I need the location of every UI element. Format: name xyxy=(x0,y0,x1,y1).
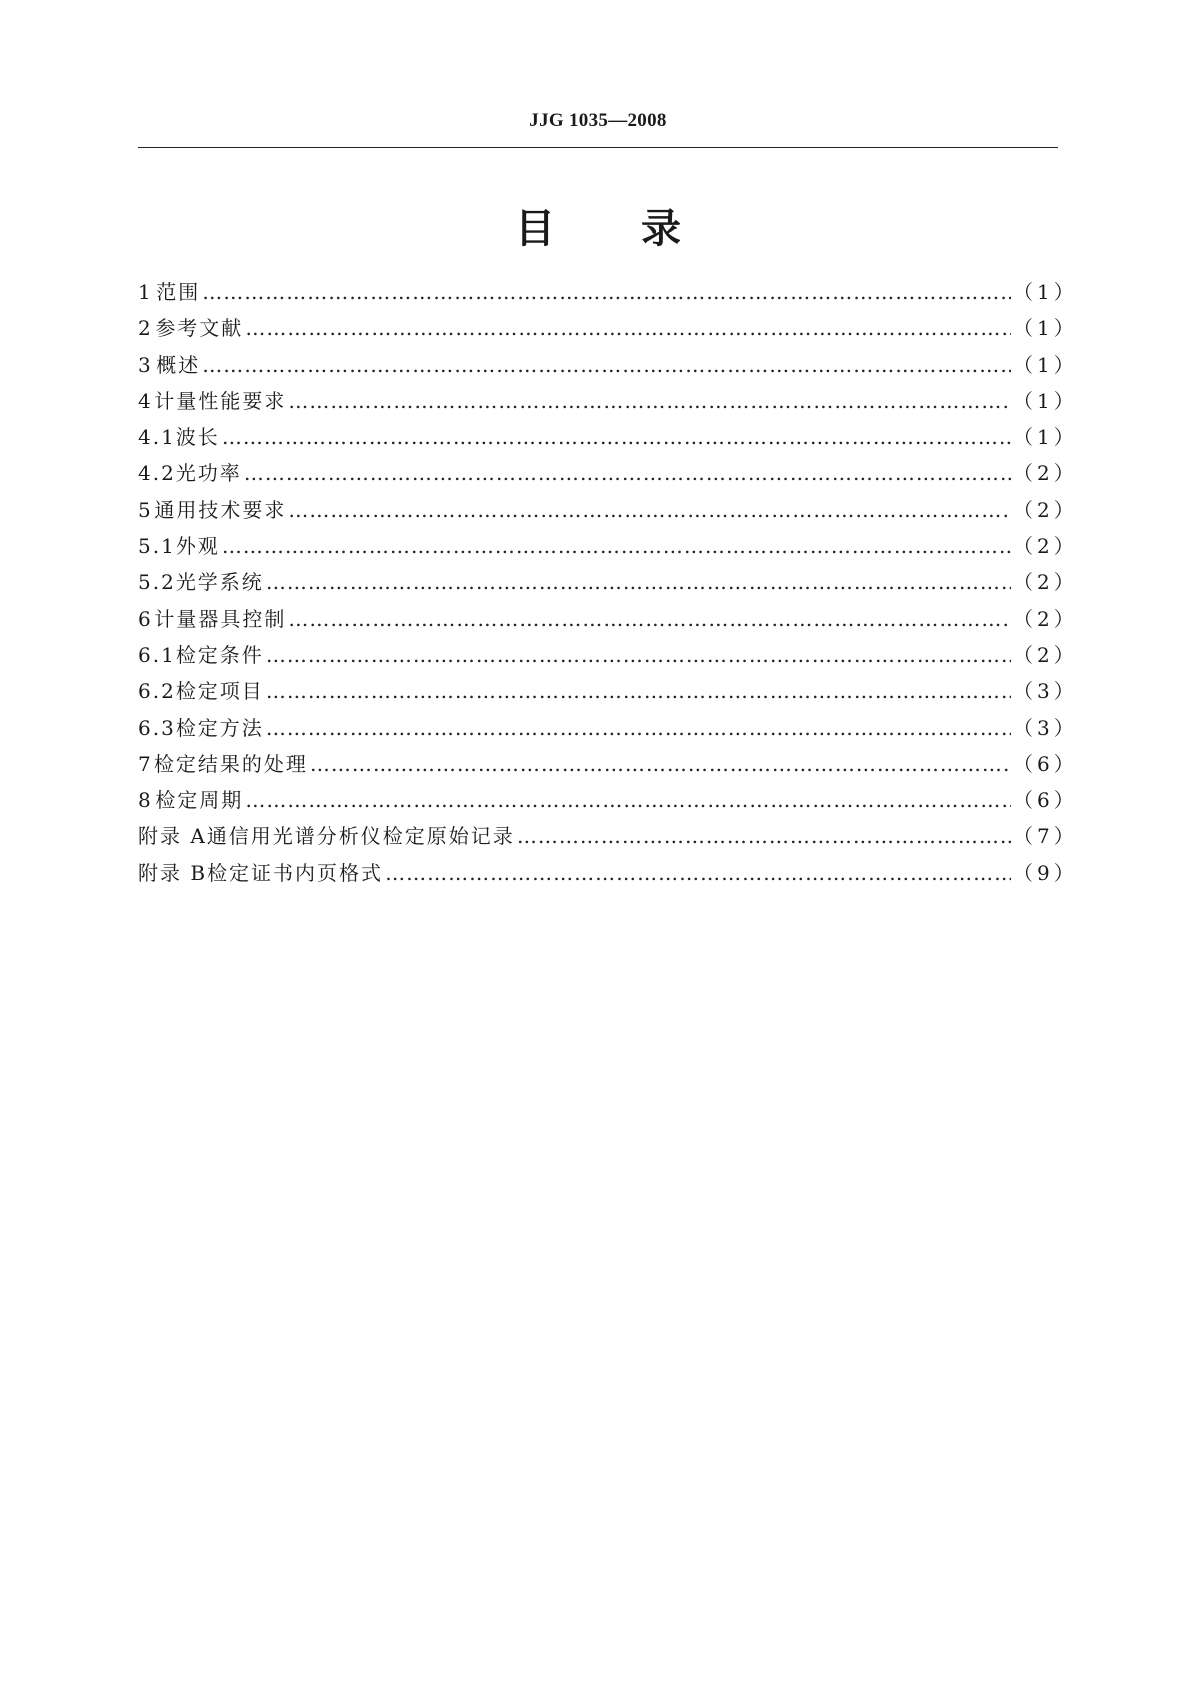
title-char-1: 目 xyxy=(515,206,555,252)
toc-entry[interactable] xyxy=(138,421,1078,457)
toc-entry-page: （1） xyxy=(1013,388,1078,413)
toc-entry-page: （9） xyxy=(1013,860,1078,885)
toc-entry-page: （2） xyxy=(1013,497,1078,522)
standard-code-header: JJG 1035—2008 xyxy=(529,110,667,131)
toc-entry-page: （3） xyxy=(1013,715,1078,740)
toc-entry-number: 5 xyxy=(138,497,153,522)
toc-entry[interactable] xyxy=(138,603,1078,639)
toc-dot-leader xyxy=(266,570,1011,594)
toc-entry-number: 7 xyxy=(138,751,153,776)
toc-entry[interactable] xyxy=(138,820,1078,856)
toc-entry[interactable] xyxy=(138,349,1078,385)
toc-entry-page: （2） xyxy=(1013,570,1078,595)
toc-entry-title: 计量性能要求 xyxy=(154,388,287,413)
toc-entry[interactable] xyxy=(138,748,1078,784)
toc-dot-leader xyxy=(222,425,1011,449)
toc-entry-title: 范围 xyxy=(156,280,201,304)
toc-entry-page: （1） xyxy=(1013,316,1078,341)
toc-entry-title: 光学系统 xyxy=(175,570,264,595)
toc-entry[interactable] xyxy=(138,712,1078,748)
toc-dot-leader xyxy=(222,534,1011,558)
toc-dot-leader xyxy=(202,280,1011,304)
toc-dot-leader xyxy=(244,461,1011,485)
toc-entry-number: 附录 A xyxy=(138,824,207,849)
toc-entry-title: 检定结果的处理 xyxy=(153,751,308,776)
toc-entry-number: 附录 B xyxy=(138,860,208,885)
table-of-contents xyxy=(138,276,1078,893)
toc-entry-page: （1） xyxy=(1013,352,1078,377)
toc-entry-number: 4.2 xyxy=(138,461,176,486)
toc-dot-leader xyxy=(266,643,1011,667)
toc-entry[interactable] xyxy=(138,276,1078,312)
toc-dot-leader xyxy=(288,607,1011,631)
title-char-2: 录 xyxy=(641,206,681,252)
toc-entry[interactable] xyxy=(138,494,1078,530)
toc-entry-page: （1） xyxy=(1013,280,1078,304)
toc-entry-page: （2） xyxy=(1013,461,1078,486)
toc-dot-leader xyxy=(202,353,1011,377)
toc-entry-number: 6 xyxy=(138,606,153,631)
toc-entry-number: 6.3 xyxy=(138,715,176,740)
toc-entry-title: 检定项目 xyxy=(175,679,264,704)
toc-entry-page: （2） xyxy=(1013,606,1078,631)
toc-entry-title: 概述 xyxy=(156,352,201,377)
toc-entry-page: （6） xyxy=(1013,751,1078,776)
toc-entry[interactable] xyxy=(138,784,1078,820)
toc-entry-number: 2 xyxy=(138,316,153,341)
toc-dot-leader xyxy=(245,316,1011,340)
toc-dot-leader xyxy=(288,389,1011,413)
toc-entry-title: 光功率 xyxy=(175,461,242,486)
toc-dot-leader xyxy=(310,752,1011,776)
toc-entry[interactable] xyxy=(138,639,1078,675)
toc-dot-leader xyxy=(245,788,1011,812)
toc-entry-page: （6） xyxy=(1013,788,1078,813)
toc-entry[interactable] xyxy=(138,312,1078,348)
toc-entry[interactable] xyxy=(138,530,1078,566)
toc-dot-leader xyxy=(385,861,1011,885)
toc-dot-leader xyxy=(266,679,1011,703)
toc-entry-number: 5.1 xyxy=(138,534,176,559)
toc-entry-page: （2） xyxy=(1013,534,1078,559)
toc-entry[interactable] xyxy=(138,457,1078,493)
toc-entry-number: 6.2 xyxy=(138,679,176,704)
toc-entry-title: 检定方法 xyxy=(175,715,264,740)
toc-entry-number: 5.2 xyxy=(138,570,176,595)
toc-entry-page: （1） xyxy=(1013,425,1078,450)
toc-entry-page: （7） xyxy=(1013,824,1078,849)
toc-entry[interactable] xyxy=(138,675,1078,711)
toc-entry-number: 8 xyxy=(138,788,153,813)
toc-dot-leader xyxy=(517,824,1011,848)
toc-dot-leader xyxy=(288,498,1011,522)
toc-entry-number: 3 xyxy=(138,352,153,377)
toc-dot-leader xyxy=(266,716,1011,740)
toc-entry-title: 通信用光谱分析仪检定原始记录 xyxy=(206,824,515,849)
toc-entry-number: 1 xyxy=(138,280,153,304)
header-rule xyxy=(138,147,1058,148)
toc-entry[interactable] xyxy=(138,385,1078,421)
toc-entry-page: （2） xyxy=(1013,642,1078,667)
toc-entry-title: 通用技术要求 xyxy=(154,497,287,522)
toc-entry-title: 计量器具控制 xyxy=(154,606,287,631)
toc-entry-title: 外观 xyxy=(175,534,220,559)
toc-entry-number: 6.1 xyxy=(138,642,176,667)
page-title xyxy=(138,197,1058,254)
toc-entry-title: 检定周期 xyxy=(155,788,244,813)
toc-entry-title: 检定证书内页格式 xyxy=(207,860,384,885)
toc-entry-title: 检定条件 xyxy=(175,642,264,667)
toc-entry-page: （3） xyxy=(1013,679,1078,704)
toc-entry-number: 4 xyxy=(138,388,153,413)
toc-entry-title: 波长 xyxy=(175,425,220,450)
toc-entry[interactable] xyxy=(138,566,1078,602)
toc-entry[interactable] xyxy=(138,857,1078,893)
toc-entry-number: 4.1 xyxy=(138,425,176,450)
toc-entry-title: 参考文献 xyxy=(155,316,244,341)
